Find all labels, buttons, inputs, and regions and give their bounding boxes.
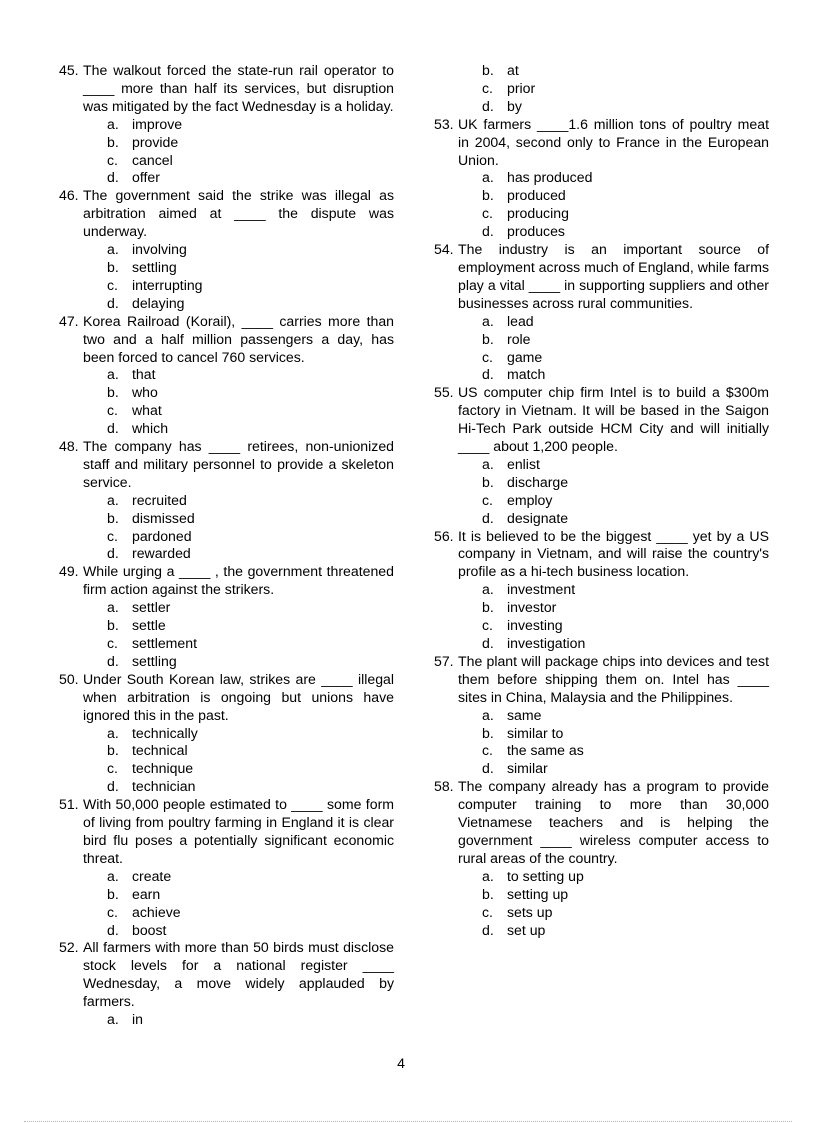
option-text: designate bbox=[507, 509, 569, 526]
answer-option bbox=[83, 510, 394, 528]
answer-option bbox=[83, 259, 394, 277]
option-text: that bbox=[132, 366, 156, 383]
option-text: technician bbox=[132, 778, 196, 795]
question-48 bbox=[59, 438, 394, 563]
option-text: enlist bbox=[507, 455, 540, 472]
option-text: settler bbox=[132, 599, 171, 616]
option-letter: d. bbox=[107, 545, 119, 562]
option-letter: c. bbox=[482, 903, 493, 920]
option-letter: c. bbox=[482, 205, 493, 222]
option-text: produced bbox=[507, 187, 566, 204]
answer-options bbox=[83, 599, 394, 671]
option-text: discharge bbox=[507, 473, 569, 490]
option-text: who bbox=[132, 384, 158, 401]
option-letter: d. bbox=[107, 921, 119, 938]
option-text: settlement bbox=[132, 635, 198, 651]
option-text: similar bbox=[507, 760, 548, 777]
option-letter: d. bbox=[482, 509, 494, 526]
answer-options bbox=[458, 868, 769, 940]
option-text: set up bbox=[507, 921, 546, 938]
option-letter: d. bbox=[482, 635, 494, 651]
answer-option bbox=[458, 331, 769, 349]
question-52-options-continued bbox=[458, 62, 769, 116]
answer-options bbox=[83, 725, 394, 797]
answer-option bbox=[458, 492, 769, 510]
option-text: dismissed bbox=[132, 509, 195, 526]
option-letter: b. bbox=[482, 62, 494, 78]
question-text: The industry is an important source of employment across much of England, while farms play a vital ____ in supporting suppliers and other businesses across rural communities. bbox=[458, 241, 769, 311]
question-text: The government said the strike was illegal as arbitration aimed at ____ the dispute was underway. bbox=[83, 187, 394, 240]
answer-options bbox=[458, 581, 769, 653]
option-letter: d. bbox=[107, 420, 119, 437]
answer-option bbox=[458, 886, 769, 904]
option-text: investment bbox=[507, 581, 576, 598]
option-text: similar to bbox=[507, 724, 564, 741]
answer-option bbox=[83, 725, 394, 743]
option-letter: d. bbox=[482, 366, 494, 383]
option-letter: c. bbox=[107, 151, 118, 168]
option-text: settling bbox=[132, 258, 177, 275]
question-text: With 50,000 people estimated to ____ some form of living from poultry farming in England it is clear bird flu poses a potentially significant economic threat. bbox=[83, 796, 394, 866]
option-text: sets up bbox=[507, 903, 553, 920]
answer-option bbox=[83, 886, 394, 904]
question-text: Korea Railroad (Korail), ____ carries more than two and a half million passengers a day, has been forced to cancel 760 services. bbox=[83, 312, 394, 365]
question-text: The plant will package chips into devices and test them before shipping them on. Intel has ____ sites in China, Malaysia and the Philippines. bbox=[458, 652, 769, 705]
option-letter: c. bbox=[482, 79, 493, 96]
question-number: 46. bbox=[59, 187, 79, 204]
answer-option bbox=[83, 241, 394, 259]
option-text: rewarded bbox=[132, 545, 191, 562]
question-number: 56. bbox=[434, 527, 454, 544]
answer-option bbox=[83, 617, 394, 635]
answer-option bbox=[83, 420, 394, 438]
question-text: UK farmers ____1.6 million tons of poultry meat in 2004, second only to France in the European Union. bbox=[458, 115, 769, 168]
option-letter: a. bbox=[482, 581, 494, 598]
option-letter: a. bbox=[482, 169, 494, 186]
option-text: lead bbox=[507, 312, 534, 329]
option-letter: a. bbox=[107, 1011, 119, 1028]
option-text: cancel bbox=[132, 151, 173, 168]
answer-option bbox=[458, 510, 769, 528]
question-46 bbox=[59, 187, 394, 312]
answer-option bbox=[458, 868, 769, 886]
option-letter: a. bbox=[482, 455, 494, 472]
option-letter: b. bbox=[482, 724, 494, 741]
option-letter: a. bbox=[107, 366, 119, 383]
question-number: 50. bbox=[59, 670, 79, 687]
question-number: 45. bbox=[59, 62, 79, 78]
option-letter: d. bbox=[107, 294, 119, 311]
option-letter: c. bbox=[107, 527, 118, 544]
option-text: same bbox=[507, 706, 542, 723]
answer-option bbox=[458, 599, 769, 617]
answer-option bbox=[83, 492, 394, 510]
answer-option bbox=[83, 277, 394, 295]
answer-option bbox=[83, 922, 394, 940]
option-letter: a. bbox=[107, 241, 119, 258]
page-bottom-rule bbox=[24, 1121, 792, 1122]
option-letter: c. bbox=[107, 635, 118, 651]
answer-option bbox=[83, 1011, 394, 1029]
option-text: technique bbox=[132, 760, 194, 777]
answer-option bbox=[458, 98, 769, 116]
answer-options bbox=[458, 707, 769, 779]
option-letter: a. bbox=[107, 867, 119, 884]
answer-option bbox=[458, 742, 769, 760]
option-text: role bbox=[507, 330, 531, 347]
answer-option bbox=[83, 402, 394, 420]
option-letter: b. bbox=[107, 742, 119, 759]
question-56 bbox=[434, 527, 769, 653]
answer-option bbox=[83, 116, 394, 134]
answer-option bbox=[83, 868, 394, 886]
question-number: 48. bbox=[59, 438, 79, 455]
option-text: earn bbox=[132, 885, 161, 902]
answer-option bbox=[458, 904, 769, 922]
answer-option bbox=[83, 778, 394, 796]
answer-option bbox=[458, 313, 769, 331]
question-53 bbox=[434, 115, 769, 241]
question-number: 54. bbox=[434, 241, 454, 258]
option-text: investigation bbox=[507, 635, 586, 651]
answer-option bbox=[458, 62, 769, 80]
option-text: settle bbox=[132, 617, 166, 634]
option-text: match bbox=[507, 366, 546, 383]
option-text: involving bbox=[132, 241, 187, 258]
question-text: The walkout forced the state-run rail operator to ____ more than half its services, but disruption was mitigated by the fact Wednesday is a holiday. bbox=[83, 62, 394, 114]
option-text: pardoned bbox=[132, 527, 192, 544]
answer-options bbox=[83, 868, 394, 940]
question-number: 49. bbox=[59, 563, 79, 580]
answer-option bbox=[458, 169, 769, 187]
question-52 bbox=[59, 939, 394, 1029]
option-letter: a. bbox=[107, 115, 119, 132]
question-58 bbox=[434, 778, 769, 939]
option-letter: b. bbox=[482, 187, 494, 204]
answer-option bbox=[83, 169, 394, 187]
option-letter: b. bbox=[482, 885, 494, 902]
answer-options bbox=[83, 366, 394, 438]
question-text: US computer chip firm Intel is to build a $300m factory in Vietnam. It will be based in the Saigon Hi-Tech Park outside HCM City and will initially ____ about 1,200 people. bbox=[458, 384, 769, 455]
option-letter: a. bbox=[482, 312, 494, 329]
option-text: investing bbox=[507, 617, 563, 634]
answer-option bbox=[458, 581, 769, 599]
option-letter: a. bbox=[107, 724, 119, 741]
question-47 bbox=[59, 312, 394, 438]
question-45 bbox=[59, 62, 394, 187]
option-letter: d. bbox=[482, 760, 494, 777]
option-letter: c. bbox=[107, 276, 118, 293]
option-letter: a. bbox=[107, 491, 119, 508]
option-letter: c. bbox=[482, 348, 493, 365]
option-text: the same as bbox=[507, 742, 584, 759]
option-letter: c. bbox=[107, 903, 118, 920]
answer-options bbox=[83, 116, 394, 188]
option-text: settling bbox=[132, 652, 177, 669]
option-letter: b. bbox=[107, 885, 119, 902]
option-text: boost bbox=[132, 921, 167, 938]
question-number: 53. bbox=[434, 115, 454, 132]
answer-options bbox=[83, 241, 394, 313]
option-text: achieve bbox=[132, 903, 181, 920]
question-49 bbox=[59, 563, 394, 670]
option-letter: b. bbox=[107, 133, 119, 150]
option-text: technical bbox=[132, 742, 188, 759]
answer-option bbox=[83, 742, 394, 760]
answer-option bbox=[458, 707, 769, 725]
option-text: delaying bbox=[132, 294, 185, 311]
option-letter: d. bbox=[482, 97, 494, 114]
answer-option bbox=[458, 456, 769, 474]
answer-option bbox=[83, 366, 394, 384]
option-letter: b. bbox=[482, 330, 494, 347]
option-letter: c. bbox=[107, 402, 118, 419]
answer-option bbox=[458, 725, 769, 743]
answer-option bbox=[83, 545, 394, 563]
option-text: in bbox=[132, 1011, 143, 1028]
option-text: setting up bbox=[507, 885, 569, 902]
option-letter: a. bbox=[482, 706, 494, 723]
option-letter: c. bbox=[107, 760, 118, 777]
answer-option bbox=[83, 384, 394, 402]
answer-option bbox=[83, 528, 394, 546]
option-text: interrupting bbox=[132, 276, 203, 293]
left-column bbox=[59, 62, 394, 1029]
option-letter: b. bbox=[107, 509, 119, 526]
option-letter: b. bbox=[482, 599, 494, 616]
question-text: The company already has a program to provide computer training to more than 30,000 Vietnamese teachers and is helping the government ____ wireless computer access to rural areas of the country. bbox=[458, 778, 769, 866]
answer-option bbox=[83, 599, 394, 617]
question-text: While urging a ____ , the government threatened firm action against the strikers. bbox=[83, 563, 394, 598]
question-57 bbox=[434, 652, 769, 778]
option-text: by bbox=[507, 97, 522, 114]
question-50 bbox=[59, 670, 394, 796]
answer-option bbox=[83, 152, 394, 170]
answer-option bbox=[458, 474, 769, 492]
answer-option bbox=[458, 617, 769, 635]
question-text: Under South Korean law, strikes are ____ illegal when arbitration is ongoing but unions have ignored this in the past. bbox=[83, 670, 394, 723]
question-54 bbox=[434, 241, 769, 384]
option-letter: b. bbox=[482, 473, 494, 490]
answer-options bbox=[83, 492, 394, 564]
option-letter: a. bbox=[107, 599, 119, 616]
option-letter: d. bbox=[107, 652, 119, 669]
question-text: The company has ____ retirees, non-unionized staff and military personnel to provide a skeleton service. bbox=[83, 438, 394, 490]
answer-option bbox=[458, 80, 769, 98]
answer-option bbox=[458, 366, 769, 384]
question-number: 47. bbox=[59, 312, 79, 329]
option-text: producing bbox=[507, 205, 569, 222]
option-text: which bbox=[132, 420, 169, 437]
answer-option bbox=[458, 187, 769, 205]
option-letter: c. bbox=[482, 742, 493, 759]
option-text: provide bbox=[132, 133, 179, 150]
option-letter: d. bbox=[482, 223, 494, 240]
answer-options bbox=[83, 1011, 394, 1029]
option-text: recruited bbox=[132, 491, 187, 508]
option-text: what bbox=[132, 402, 162, 419]
question-number: 55. bbox=[434, 384, 454, 401]
answer-option bbox=[458, 223, 769, 241]
option-text: create bbox=[132, 867, 172, 884]
option-letter: d. bbox=[482, 921, 494, 938]
option-letter: c. bbox=[482, 491, 493, 508]
answer-option bbox=[83, 904, 394, 922]
answer-option bbox=[458, 349, 769, 367]
question-number: 52. bbox=[59, 939, 79, 956]
question-number: 51. bbox=[59, 796, 79, 813]
option-text: prior bbox=[507, 79, 536, 96]
answer-option bbox=[458, 635, 769, 653]
question-text: All farmers with more than 50 birds must disclose stock levels for a national register ____ Wednesday, a move widely applauded by farmers. bbox=[83, 939, 394, 1010]
option-letter: d. bbox=[107, 169, 119, 186]
answer-option bbox=[83, 635, 394, 653]
option-text: produces bbox=[507, 223, 565, 240]
option-text: improve bbox=[132, 115, 183, 132]
option-text: investor bbox=[507, 599, 557, 616]
page-number: 4 bbox=[397, 1055, 405, 1071]
answer-options bbox=[458, 313, 769, 385]
answer-options bbox=[458, 456, 769, 528]
answer-option bbox=[83, 134, 394, 152]
question-number: 57. bbox=[434, 652, 454, 669]
option-letter: b. bbox=[107, 384, 119, 401]
option-letter: c. bbox=[482, 617, 493, 634]
answer-options bbox=[458, 169, 769, 241]
question-text: It is believed to be the biggest ____ yet by a US company in Vietnam, and will raise the country's profile as a hi-tech business location. bbox=[458, 527, 769, 580]
right-column bbox=[434, 62, 769, 939]
option-text: technically bbox=[132, 724, 198, 741]
answer-option bbox=[83, 295, 394, 313]
option-letter: a. bbox=[482, 867, 494, 884]
option-text: at bbox=[507, 62, 519, 78]
option-text: to setting up bbox=[507, 867, 584, 884]
option-text: game bbox=[507, 348, 543, 365]
option-letter: b. bbox=[107, 617, 119, 634]
option-letter: b. bbox=[107, 258, 119, 275]
answer-option bbox=[83, 760, 394, 778]
question-55 bbox=[434, 384, 769, 527]
option-letter: d. bbox=[107, 778, 119, 795]
answer-option bbox=[458, 205, 769, 223]
question-51 bbox=[59, 796, 394, 939]
option-text: offer bbox=[132, 169, 160, 186]
answer-option bbox=[458, 760, 769, 778]
option-text: has produced bbox=[507, 169, 593, 186]
answer-option bbox=[83, 653, 394, 671]
answer-option bbox=[458, 922, 769, 940]
option-text: employ bbox=[507, 491, 553, 508]
question-number: 58. bbox=[434, 778, 454, 795]
